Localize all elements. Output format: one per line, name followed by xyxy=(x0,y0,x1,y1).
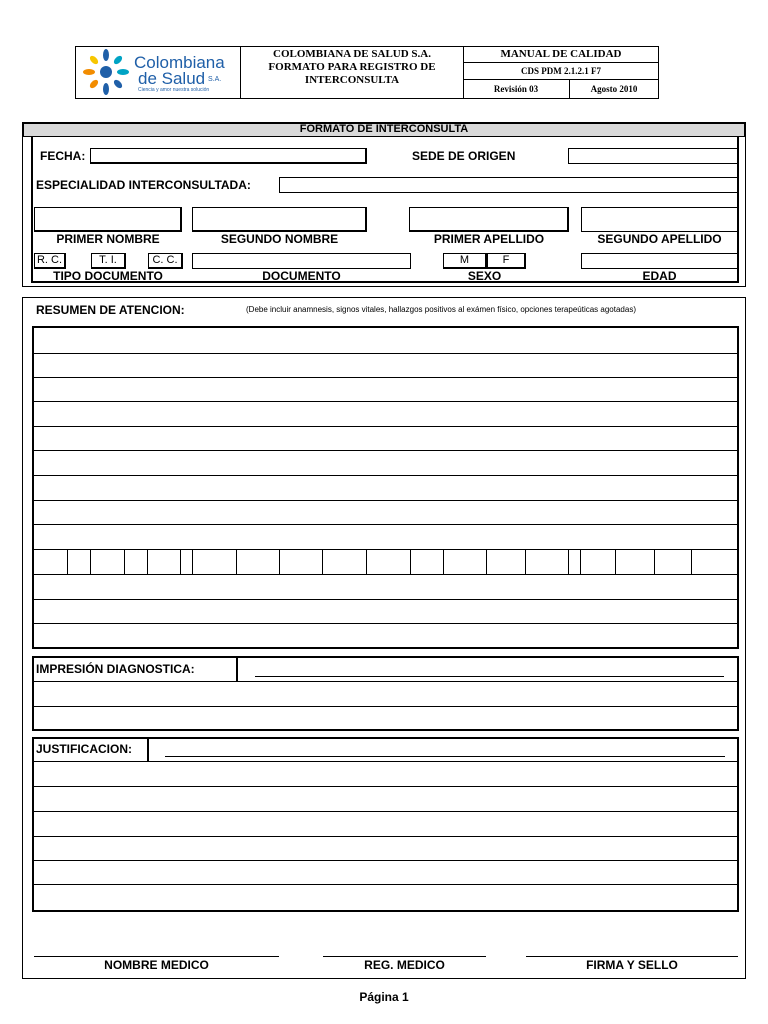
resumen-grid-divider xyxy=(691,549,692,574)
resumen-grid-divider xyxy=(615,549,616,574)
segundo-nombre-label: SEGUNDO NOMBRE xyxy=(220,232,339,246)
resumen-row-line xyxy=(33,475,738,476)
manual-title: MANUAL DE CALIDAD xyxy=(500,48,622,60)
resumen-row-line xyxy=(33,524,738,525)
justificacion-row-line xyxy=(33,836,738,837)
firma-label: FIRMA Y SELLO xyxy=(586,958,678,972)
resumen-note: (Debe incluir anamnesis, signos vitales, hallazgos positivos al exámen físico, opciones terapeúticas agotadas) xyxy=(246,305,636,314)
resumen-grid-divider xyxy=(580,549,581,574)
resumen-row-line xyxy=(33,549,738,550)
justificacion-row-line xyxy=(33,786,738,787)
resumen-grid-divider xyxy=(124,549,125,574)
reg-medico-line[interactable] xyxy=(323,956,486,957)
resumen-row-line xyxy=(33,353,738,354)
resumen-row-line xyxy=(33,574,738,575)
justificacion-row-line xyxy=(33,860,738,861)
sede-label: SEDE DE ORIGEN xyxy=(412,149,516,163)
resumen-row-line xyxy=(33,599,738,600)
nombre-medico-label: NOMBRE MEDICO xyxy=(104,958,209,972)
justificacion-row-line xyxy=(33,811,738,812)
tipo-documento-label: TIPO DOCUMENTO xyxy=(53,269,163,283)
resumen-grid-divider xyxy=(192,549,193,574)
segundo-apellido-input[interactable] xyxy=(581,207,738,232)
resumen-grid-divider xyxy=(90,549,91,574)
revision-date: Agosto 2010 xyxy=(590,84,638,94)
sex-f-label: F xyxy=(502,254,510,266)
resumen-grid-divider xyxy=(486,549,487,574)
doc-type-rc-checkbox[interactable] xyxy=(34,253,66,269)
logo-name-line2: de Salud xyxy=(138,69,206,88)
justificacion-row-line xyxy=(33,761,738,762)
resumen-grid-divider xyxy=(654,549,655,574)
doc-type-ti-label: T. I. xyxy=(99,254,117,266)
impresion-divider xyxy=(236,656,238,681)
doc-type-cc-label: C. C. xyxy=(152,254,178,266)
resumen-row-line xyxy=(33,426,738,427)
doc-type-cc-checkbox[interactable] xyxy=(148,253,183,269)
primer-apellido-label: PRIMER APELLIDO xyxy=(433,232,545,246)
justificacion-row-line xyxy=(33,884,738,885)
resumen-row-line xyxy=(33,450,738,451)
resumen-grid-divider xyxy=(410,549,411,574)
logo-name-line1: Colombiana xyxy=(134,53,225,72)
resumen-grid-divider xyxy=(366,549,367,574)
resumen-grid-divider xyxy=(443,549,444,574)
segundo-apellido-label: SEGUNDO APELLIDO xyxy=(597,232,722,246)
impresion-row-line xyxy=(33,681,738,682)
nombre-medico-line[interactable] xyxy=(34,956,279,957)
resumen-grid-divider xyxy=(67,549,68,574)
impresion-row-line xyxy=(33,706,738,707)
resumen-row-line xyxy=(33,401,738,402)
resumen-label: RESUMEN DE ATENCION: xyxy=(36,303,185,317)
logo-sa: S.A. xyxy=(208,76,222,83)
reg-medico-label: REG. MEDICO xyxy=(364,958,445,972)
revision: Revisión 03 xyxy=(493,84,539,94)
justificacion-label: JUSTIFICACION: xyxy=(36,742,132,756)
impresion-label: IMPRESIÓN DIAGNOSTICA: xyxy=(36,662,195,676)
sex-m-checkbox[interactable] xyxy=(443,253,487,269)
impresion-underline[interactable] xyxy=(255,676,724,677)
resumen-grid-divider xyxy=(236,549,237,574)
header-row-line xyxy=(463,79,659,80)
especialidad-input[interactable] xyxy=(279,177,738,193)
resumen-grid-divider xyxy=(147,549,148,574)
segundo-nombre-input[interactable] xyxy=(192,207,367,232)
resumen-lines xyxy=(32,326,739,649)
doc-type-rc-label: R. C. xyxy=(36,254,63,266)
doc-type-ti-checkbox[interactable] xyxy=(91,253,126,269)
firma-line[interactable] xyxy=(526,956,738,957)
header-row-line xyxy=(463,62,659,63)
sun-logo-icon xyxy=(80,48,132,96)
justificacion-lines xyxy=(32,737,739,912)
sex-m-label: M xyxy=(459,254,470,266)
resumen-row-line xyxy=(33,377,738,378)
page-number: Página 1 xyxy=(359,990,409,1004)
company-name: COLOMBIANA DE SALUD S.A. xyxy=(273,48,431,60)
especialidad-label: ESPECIALIDAD INTERCONSULTADA: xyxy=(36,178,251,192)
company-logo xyxy=(80,48,238,96)
edad-label: EDAD xyxy=(642,269,677,283)
edad-input[interactable] xyxy=(581,253,738,269)
resumen-grid-divider xyxy=(279,549,280,574)
resumen-row-line xyxy=(33,623,738,624)
fecha-input[interactable] xyxy=(90,148,367,164)
primer-nombre-label: PRIMER NOMBRE xyxy=(56,232,160,246)
format-title: FORMATO PARA REGISTRO DE INTERCONSULTA xyxy=(268,61,436,86)
fecha-label: FECHA: xyxy=(40,149,86,163)
resumen-grid-divider xyxy=(180,549,181,574)
sex-f-checkbox[interactable] xyxy=(487,253,526,269)
primer-nombre-input[interactable] xyxy=(34,207,182,232)
documento-input[interactable] xyxy=(192,253,411,269)
primer-apellido-input[interactable] xyxy=(409,207,569,232)
form-title: FORMATO DE INTERCONSULTA xyxy=(299,123,469,135)
sexo-label: SEXO xyxy=(467,269,502,283)
resumen-grid-divider xyxy=(322,549,323,574)
resumen-grid-divider xyxy=(568,549,569,574)
sede-input[interactable] xyxy=(568,148,738,164)
logo-tagline: Ciencia y amor nuestra solución xyxy=(138,87,210,93)
resumen-grid-divider xyxy=(525,549,526,574)
resumen-row-line xyxy=(33,500,738,501)
document-code: CDS PDM 2.1.2.1 F7 xyxy=(521,66,601,76)
documento-label: DOCUMENTO xyxy=(262,269,341,283)
